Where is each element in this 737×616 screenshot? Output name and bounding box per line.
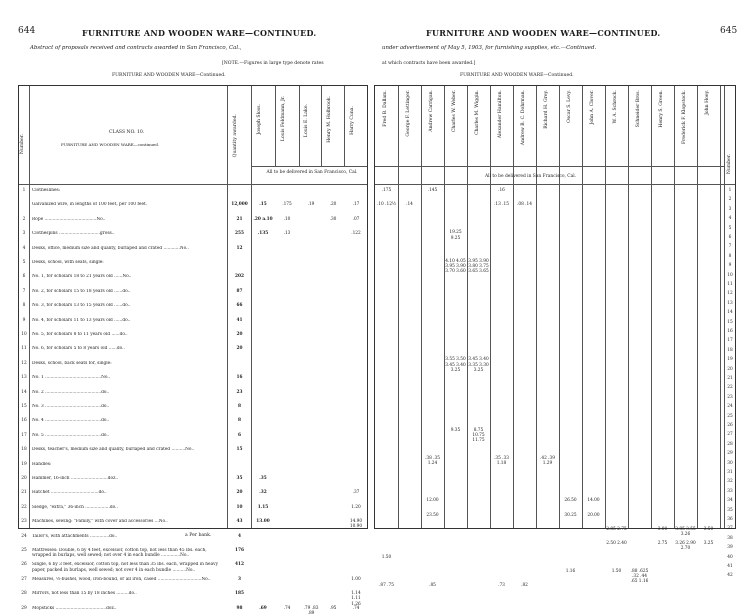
column-divider — [697, 86, 698, 528]
item-description: Desks, teacher's, medium size and quality, burlaped and crated ..........No.. — [32, 447, 195, 453]
row-number: 15 — [21, 404, 27, 409]
bid-value: 1.15 — [257, 504, 269, 510]
bid-value: 20.00 — [587, 512, 600, 518]
row-number: 8 — [22, 303, 26, 309]
row-number: 31 — [727, 470, 733, 475]
row-number: 18 — [727, 347, 733, 353]
bid-value: 3.55 3.50 3.45 3.40 3.25 — [445, 357, 466, 373]
row-number: 25 — [727, 413, 733, 419]
bid-value: .13 — [283, 231, 291, 237]
bid-value: .14 — [406, 202, 413, 208]
bid-value: .30 — [329, 216, 337, 222]
row-number: 11 — [21, 346, 27, 352]
item-description: Desks, school, back seats for, single: — [32, 360, 112, 366]
row-number: 29 — [21, 605, 27, 611]
bid-value: .32 — [259, 490, 267, 496]
bidder-header: Louis E. Lake. — [304, 104, 309, 138]
page-number-left: 644 — [18, 26, 36, 36]
bid-value: 3.00 — [657, 526, 668, 532]
row-number: 13 — [21, 375, 27, 381]
bidder-header: Schneider Bros. — [636, 90, 641, 128]
column-divider — [513, 86, 514, 528]
quantity-awarded: 87 — [236, 288, 243, 294]
item-description: Desks, office, medium size and quality, burlaped and crated ............No.. — [32, 245, 189, 251]
item-description: No. 5 .........................................do.. — [32, 432, 110, 438]
left-page — [0, 0, 368, 616]
item-description: Galvanized wire, in lengths of 100 feet, per 100 feet. — [32, 202, 148, 208]
row-number: 16 — [21, 418, 27, 424]
row-number: 19 — [727, 357, 733, 363]
section-title-right: FURNITURE AND WOODEN WARE—Continued. — [460, 73, 574, 78]
item-description: No. 4 .........................................do.. — [32, 418, 110, 424]
bid-value: 1.20 — [351, 504, 361, 510]
row-number: 18 — [21, 447, 27, 453]
bid-value: 3.85 3.55 3.26 — [675, 526, 696, 537]
column-divider — [467, 86, 468, 528]
bid-value: 23.50 — [426, 512, 439, 518]
qty-col-header: Quantity awarded. — [233, 114, 238, 158]
quantity-awarded: 15 — [236, 447, 243, 453]
bid-value: .82 — [521, 583, 528, 589]
number-col-header-right: Number. — [727, 154, 732, 175]
bid-value: .145 — [427, 188, 438, 193]
column-divider — [398, 86, 399, 528]
row-number: 24 — [21, 533, 27, 539]
quantity-awarded: 8 — [238, 418, 241, 424]
row-number: 20 — [21, 476, 27, 481]
item-description: No. 3, for scholars 13 to 15 years old ......do.. — [32, 303, 131, 309]
bid-value: .35 — [259, 476, 267, 481]
column-divider — [720, 86, 721, 528]
item-description: Machines, sewing: "Family," with cover and accessories ...No.. — [32, 519, 168, 525]
bid-value: 1.50 — [381, 554, 392, 560]
quantity-awarded: 255 — [235, 231, 244, 237]
row-number: 28 — [21, 591, 27, 597]
abstract-left: Abstract of proposals received and contracts awarded in San Francisco, Cal., — [30, 45, 242, 51]
row-number: 17 — [727, 338, 733, 344]
bidder-header: Louis Feldmann, Jr. — [281, 96, 286, 142]
row-number: 26 — [21, 562, 27, 568]
quantity-awarded: 176 — [235, 548, 244, 553]
row-number: 10 — [21, 332, 27, 337]
row-number: 7 — [728, 244, 732, 250]
bidder-header: Fred B. Dallam. — [383, 90, 388, 127]
bid-value: .74 — [283, 605, 291, 611]
row-number: 21 — [21, 490, 27, 496]
bidder-header: W. A. Schrock. — [613, 90, 618, 124]
bid-value: 3.95 3.90 3.80 3.75 3.65 3.65 — [468, 258, 489, 274]
bid-value: .07 — [352, 216, 360, 222]
right-table — [374, 85, 736, 589]
bid-value: .15 — [259, 202, 267, 208]
item-description: No. 6, for scholars 5 to 8 years old ......do.. — [32, 346, 125, 352]
bid-value: .08 .14 — [516, 202, 533, 208]
row-number: 32 — [727, 479, 733, 485]
row-number: 22 — [727, 385, 733, 391]
bidder-header: John Hoey. — [705, 90, 710, 115]
row-number: 1 — [22, 188, 26, 193]
quantity-awarded: 21 — [236, 216, 243, 222]
row-number: 6 — [22, 274, 26, 280]
row-number: 25 — [21, 548, 27, 553]
row-number: 11 — [727, 282, 733, 287]
row-number: 9 — [22, 317, 26, 323]
bidder-header: Frederick F. Klopstock. — [682, 90, 687, 145]
bid-value: .10 — [283, 216, 291, 222]
row-number: 13 — [727, 300, 733, 306]
bid-value: 3.45 3.40 3.35 3.30 3.25 — [468, 357, 489, 373]
bid-value: .87 .75 — [378, 583, 395, 589]
bid-value: .17 — [352, 202, 360, 208]
number-col-header: Number. — [20, 134, 25, 155]
bid-value: 12.00 — [426, 498, 439, 504]
row-number: 37 — [727, 526, 733, 532]
running-title-right: FURNITURE AND WOODEN WARE—CONTINUED. — [426, 28, 661, 38]
bid-value: 4.10 4.05 3.95 3.90 3.70 3.60 — [445, 258, 466, 274]
bidder-header: Andrew Carrigan. — [429, 90, 434, 132]
row-number: 30 — [727, 460, 733, 466]
row-number: 3 — [728, 206, 732, 212]
row-number: 36 — [727, 517, 733, 522]
bidder-header: Andrew B. C. Dohrman. — [521, 90, 526, 146]
item-description: Mopsticks .....................................doz.. — [32, 605, 117, 611]
bid-value: 2.85 2.75 — [606, 526, 627, 532]
item-description: Hatchet ...................................do.. — [32, 490, 107, 496]
bidder-header: Henry M. Holbrook. — [327, 96, 332, 143]
row-number: 26 — [727, 423, 733, 428]
row-number: 1 — [728, 188, 732, 193]
row-number: 22 — [21, 504, 27, 510]
bid-value: .135 — [257, 231, 269, 237]
bidder-header: Alexander Hamilton. — [498, 90, 503, 139]
row-number: 16 — [727, 329, 733, 334]
bid-value: .88 .625 .32 .44 .65 1.16 — [630, 569, 649, 585]
item-description: Sledge, "extra," 36-inch ..................do.. — [32, 504, 118, 510]
bidder-header: Oscar S. Levy. — [567, 90, 572, 123]
row-number: 39 — [727, 545, 733, 551]
bid-value: .74 — [352, 605, 360, 611]
bid-value: .35 .33 1.18 — [493, 456, 510, 467]
quantity-awarded: 4 — [238, 533, 241, 539]
bidder-header: Charles W. Weber. — [452, 90, 457, 133]
bid-value: 13.00 — [256, 519, 270, 525]
bid-value: .85 — [429, 583, 436, 589]
bidder-header: John A. Clover. — [590, 90, 595, 125]
row-number: 12 — [21, 360, 27, 366]
bid-value: .20 — [329, 202, 337, 208]
row-number: 24 — [727, 404, 733, 410]
delivery-note-left: All to be delivered in San Francisco, Cal. — [266, 170, 358, 175]
item-description: Hammer, 16-inch ...........................doz.. — [32, 476, 119, 481]
item-description: Clothespins ..............................gross.. — [32, 231, 115, 237]
bid-value: 1.16 — [565, 569, 576, 575]
quantity-awarded: 412 — [235, 562, 244, 568]
bidder-header: Richard H. Grey. — [544, 90, 549, 129]
page-number-right: 645 — [720, 26, 737, 36]
class-subtitle: FURNITURE AND WOODEN WARE—continued. — [61, 142, 160, 147]
row-number: 2 — [22, 216, 26, 222]
bid-value: 14.90 10.90 — [349, 519, 363, 530]
column-divider — [628, 86, 629, 528]
bidder-header: Charles M. Wiggin. — [475, 90, 480, 135]
item-description: No. 5, for scholars 8 to 11 years old ......do.. — [32, 332, 128, 337]
bid-value: .122 — [351, 231, 361, 237]
quantity-awarded: 6 — [238, 432, 241, 438]
row-number: 41 — [727, 564, 733, 569]
row-number: 28 — [727, 441, 733, 447]
row-number: 12 — [727, 291, 733, 297]
bid-value: .95 — [329, 605, 337, 611]
bid-value: .16 — [498, 188, 505, 193]
note-left: [NOTE.—Figures in large type denote rates — [222, 61, 324, 66]
bid-value: .19 — [307, 202, 315, 208]
row-number: 14 — [21, 389, 27, 395]
bid-value: 26.50 — [564, 498, 577, 504]
item-description: Handles: — [32, 461, 52, 467]
item-description: No. 2 .........................................do.. — [32, 389, 110, 395]
item-description: No. 1, for scholars 18 to 21 years old ......No.. — [32, 274, 132, 280]
column-divider — [674, 86, 675, 528]
bid-value: 30.25 — [564, 512, 577, 518]
row-number: 38 — [727, 535, 733, 541]
row-number: 14 — [727, 310, 733, 316]
row-number: 4 — [728, 216, 732, 222]
quantity-awarded: 41 — [236, 317, 243, 323]
column-divider — [559, 86, 560, 528]
row-number: 5 — [728, 225, 732, 231]
running-title-left: FURNITURE AND WOODEN WARE—CONTINUED. — [82, 28, 317, 38]
quantity-awarded: 3 — [238, 576, 241, 582]
bid-value: .20 a.10 — [253, 216, 273, 222]
bid-value: 9.35 — [450, 427, 461, 433]
item-description: Desks, school, with seats, single: — [32, 260, 104, 265]
bid-value: .37 — [352, 490, 360, 496]
quantity-awarded: 202 — [235, 274, 244, 280]
item-description: No. 2, for scholars 15 to 18 years old ......do.. — [32, 288, 131, 294]
item-description: Mattresses: Double, 6 by 4 feet, excelsior, cotton top, not less than 45 lbs. each, wrapped in burlaps, well sewed; not over 4 in each bundle ..............No.. — [32, 548, 207, 559]
bid-value: .13 .15 — [493, 202, 510, 208]
right-page — [370, 0, 737, 600]
row-number: 4 — [22, 245, 26, 251]
row-number: 20 — [727, 366, 733, 372]
item-description: Tailor's, with attachments ..............do.. — [32, 533, 118, 539]
row-number: 19 — [21, 461, 27, 467]
row-number: 7 — [22, 288, 26, 294]
row-number: 2 — [728, 197, 732, 203]
quantity-awarded: 98 — [236, 605, 243, 611]
bidder-header: Harry Cuna. — [350, 106, 355, 135]
row-number: 21 — [727, 376, 733, 381]
bid-value: .42 .39 1.29 — [539, 456, 556, 467]
column-divider — [444, 86, 445, 528]
row-number: 27 — [21, 576, 27, 582]
quantity-awarded: 20 — [236, 490, 243, 496]
row-number: 40 — [727, 554, 733, 560]
bid-value: .175 — [282, 202, 292, 208]
column-divider — [605, 86, 606, 528]
delivery-note-right: All to be delivered in San Francisco, Cal. — [485, 174, 577, 179]
row-number: 3 — [22, 231, 26, 237]
item-description: Rope ......................................No.. — [32, 216, 106, 222]
item-description: No. 1 .........................................No.. — [32, 375, 111, 381]
quantity-awarded: 20 — [236, 346, 243, 352]
bid-value: 2.75 — [657, 540, 668, 546]
column-divider — [582, 86, 583, 528]
row-number: 33 — [727, 488, 733, 494]
item-description: No. 4, for scholars 11 to 13 years old ......do.. — [32, 317, 131, 323]
section-title-left: FURNITURE AND WOODEN WARE—Continued. — [112, 73, 226, 78]
row-number: 23 — [21, 519, 27, 525]
quantity-awarded: 12,000 — [231, 202, 248, 208]
quantity-awarded: 12 — [236, 245, 243, 251]
bid-value: 8.75 10.75 11.75 — [472, 427, 485, 444]
row-number: 8 — [728, 253, 732, 259]
bid-value: 2.50 2.40 — [606, 540, 627, 546]
quantity-awarded: 20 — [236, 332, 243, 337]
item-description: No. 3 .........................................do.. — [32, 404, 110, 409]
quantity-awarded: 16 — [236, 375, 243, 381]
bid-value: .38 .35 1.24 — [424, 456, 441, 467]
row-number: 29 — [727, 451, 733, 457]
item-description: Mirrors, not less than 15 by 18 inches .........do.. — [32, 591, 137, 597]
quantity-awarded: 66 — [236, 303, 243, 309]
bid-value: 19.25 9.25 — [449, 230, 462, 241]
row-number: 10 — [727, 272, 733, 278]
footnote: a Per bank. — [185, 533, 212, 538]
quantity-awarded: 8 — [238, 404, 241, 409]
row-number: 23 — [727, 394, 733, 400]
quantity-awarded: 43 — [236, 519, 243, 525]
bid-value: 14.00 — [587, 498, 600, 504]
bid-value: .175 — [381, 188, 392, 193]
row-number: 17 — [21, 432, 27, 438]
bid-value: 1.50 — [611, 569, 622, 575]
quantity-awarded: 35 — [236, 476, 243, 481]
bidder-header: George F. Lettinger. — [406, 90, 411, 137]
class-title: CLASS NO. 10. — [109, 130, 145, 135]
bid-value: .79 .83 .89 — [303, 605, 319, 616]
bid-value: 1.14 1.11 1.26 — [351, 591, 361, 607]
bidder-header: Joseph Sloss. — [257, 104, 262, 135]
row-number: 27 — [727, 432, 733, 438]
quantity-awarded: 10 — [236, 504, 243, 510]
quantity-awarded: 185 — [235, 591, 244, 597]
bid-value: .10 .12½ — [376, 202, 397, 208]
row-number: 5 — [22, 260, 26, 265]
row-number: 6 — [728, 235, 732, 240]
item-description: Measures, ½-bushel, wood, iron-bound, or all iron, cased ................................No.. — [32, 576, 211, 582]
bid-value: 3.25 — [703, 540, 714, 546]
bid-value: 1.00 — [351, 576, 361, 582]
row-number: 9 — [728, 263, 732, 269]
item-description: Single, 6 by 3 feet, excelsior, cotton top, not less than 35 lbs. each, wrapped in heavy paper, packed in burlaps, well sewed; not over 4 in each bundle ..........No.. — [32, 562, 219, 573]
column-divider — [651, 86, 652, 528]
row-number: 34 — [727, 498, 733, 504]
bid-value: 3.50 — [703, 526, 714, 532]
row-number: 35 — [727, 507, 733, 513]
bidder-header: Henry S. Green. — [659, 90, 664, 128]
bid-value: .73 — [498, 583, 505, 589]
bid-value: .69 — [259, 605, 267, 611]
bid-value: 3.26 2.90 2.70 — [675, 540, 696, 551]
row-number: 42 — [727, 573, 733, 579]
abstract-right: under advertisement of May 5, 1903, for furnishing supplies, etc.—Continued. — [382, 45, 597, 51]
item-description: Clotheslines: — [32, 188, 61, 193]
row-number: 15 — [727, 319, 733, 325]
quantity-awarded: 23 — [236, 389, 243, 395]
note-right: at which contracts have been awarded.] — [382, 61, 476, 66]
